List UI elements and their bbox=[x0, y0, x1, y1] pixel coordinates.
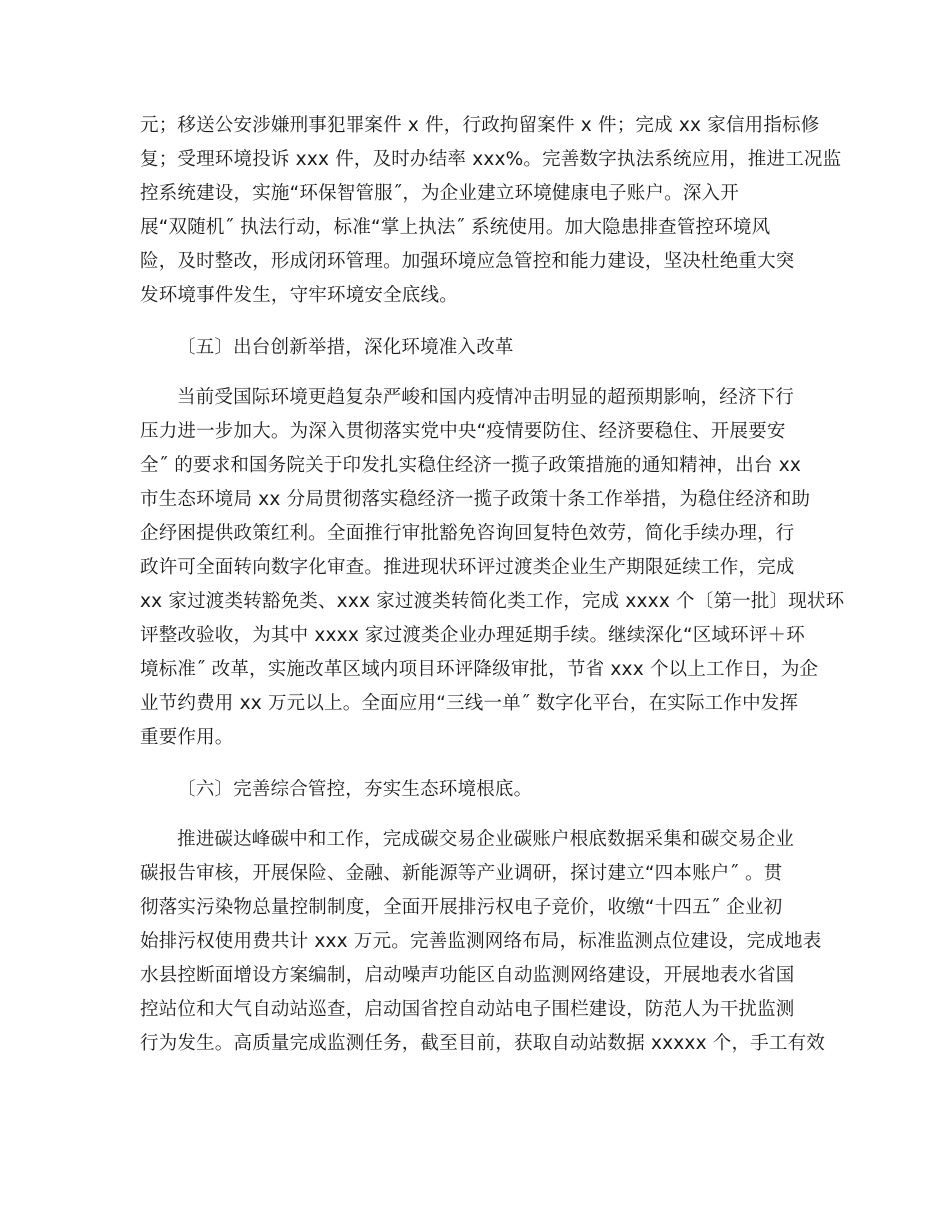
text-line: 企纾困提供政策红利。全面推行审批豁免咨询回复特色效劳，简化手续办理，行 bbox=[140, 523, 795, 544]
text-line: 复；受理环境投诉 xxx 件，及时办结率 xxx%。完善数字执法系统应用，推进工况监 bbox=[140, 149, 842, 170]
text-line: 彻落实污染物总量控制制度，全面开展排污权电子竞价，收缴“十四五˝ 企业初 bbox=[140, 897, 783, 918]
section-heading: 〔六〕完善综合管控，夯实生态环境根底。 bbox=[177, 779, 533, 800]
text-line: 境标准˝ 改革，实施改革区域内项目环评降级审批，节省 xxx 个以上工作日，为企 bbox=[140, 659, 819, 680]
text-line: 碳报告审核，开展保险、金融、新能源等产业调研，探讨建立“四本账户˝ 。贯 bbox=[140, 863, 783, 884]
text-line: 市生态环境局 xx 分局贯彻落实稳经济一揽子政策十条工作举措，为稳住经济和助 bbox=[140, 489, 811, 510]
text-line: 水县控断面增设方案编制，启动噪声功能区自动监测网络建设，开展地表水省国 bbox=[140, 965, 795, 986]
text-line: 业节约费用 xx 万元以上。全面应用“三线一单˝ 数字化平台，在实际工作中发挥 bbox=[140, 693, 799, 714]
section-heading: 〔五〕出台创新举措，深化环境准入改革 bbox=[177, 337, 514, 358]
text-line: 行为发生。高质量完成监测任务，截至目前，获取自动站数据 xxxxx 个，手工有效 bbox=[140, 1033, 826, 1054]
text-line: 元；移送公安涉嫌刑事犯罪案件 x 件，行政拘留案件 x 件；完成 xx 家信用指标修 bbox=[140, 115, 820, 136]
text-line: 全˝ 的要求和国务院关于印发扎实稳住经济一揽子政策措施的通知精神，出台 xx bbox=[140, 455, 802, 476]
text-line: xx 家过渡类转豁免类、xxx 家过渡类转简化类工作，完成 xxxx 个〔第一批〕现状环 bbox=[140, 591, 845, 612]
text-line: 控站位和大气自动站巡查，启动国省控自动站电子围栏建设，防范人为干扰监测 bbox=[140, 999, 795, 1020]
text-line: 评整改验收，为其中 xxxx 家过渡类企业办理延期手续。继续深化“区域环评＋环 bbox=[140, 625, 805, 646]
text-line: 控系统建设，实施“环保智管服˝，为企业建立环境健康电子账户。深入开 bbox=[140, 183, 739, 204]
text-line: 推进碳达峰碳中和工作，完成碳交易企业碳账户根底数据采集和碳交易企业 bbox=[177, 829, 795, 850]
text-line: 险，及时整改，形成闭环管理。加强环境应急管控和能力建设，坚决杜绝重大突 bbox=[140, 251, 795, 272]
text-line: 展“双随机˝ 执法行动，标准“掌上执法˝ 系统使用。加大隐患排查管控环境风 bbox=[140, 217, 771, 238]
text-line: 始排污权使用费共计 xxx 万元。完善监测网络布局，标准监测点位建设，完成地表 bbox=[140, 931, 822, 952]
text-line: 压力进一步加大。为深入贯彻落实党中央“疫情要防住、经济要稳住、开展要安 bbox=[140, 421, 786, 442]
text-line: 政许可全面转向数字化审查。推进现状环评过渡类企业生产期限延续工作，完成 bbox=[140, 557, 795, 578]
text-line: 重要作用。 bbox=[140, 727, 234, 748]
text-line: 发环境事件发生，守牢环境安全底线。 bbox=[140, 285, 458, 306]
text-line: 当前受国际环境更趋复杂严峻和国内疫情冲击明显的超预期影响，经济下行 bbox=[177, 387, 795, 408]
